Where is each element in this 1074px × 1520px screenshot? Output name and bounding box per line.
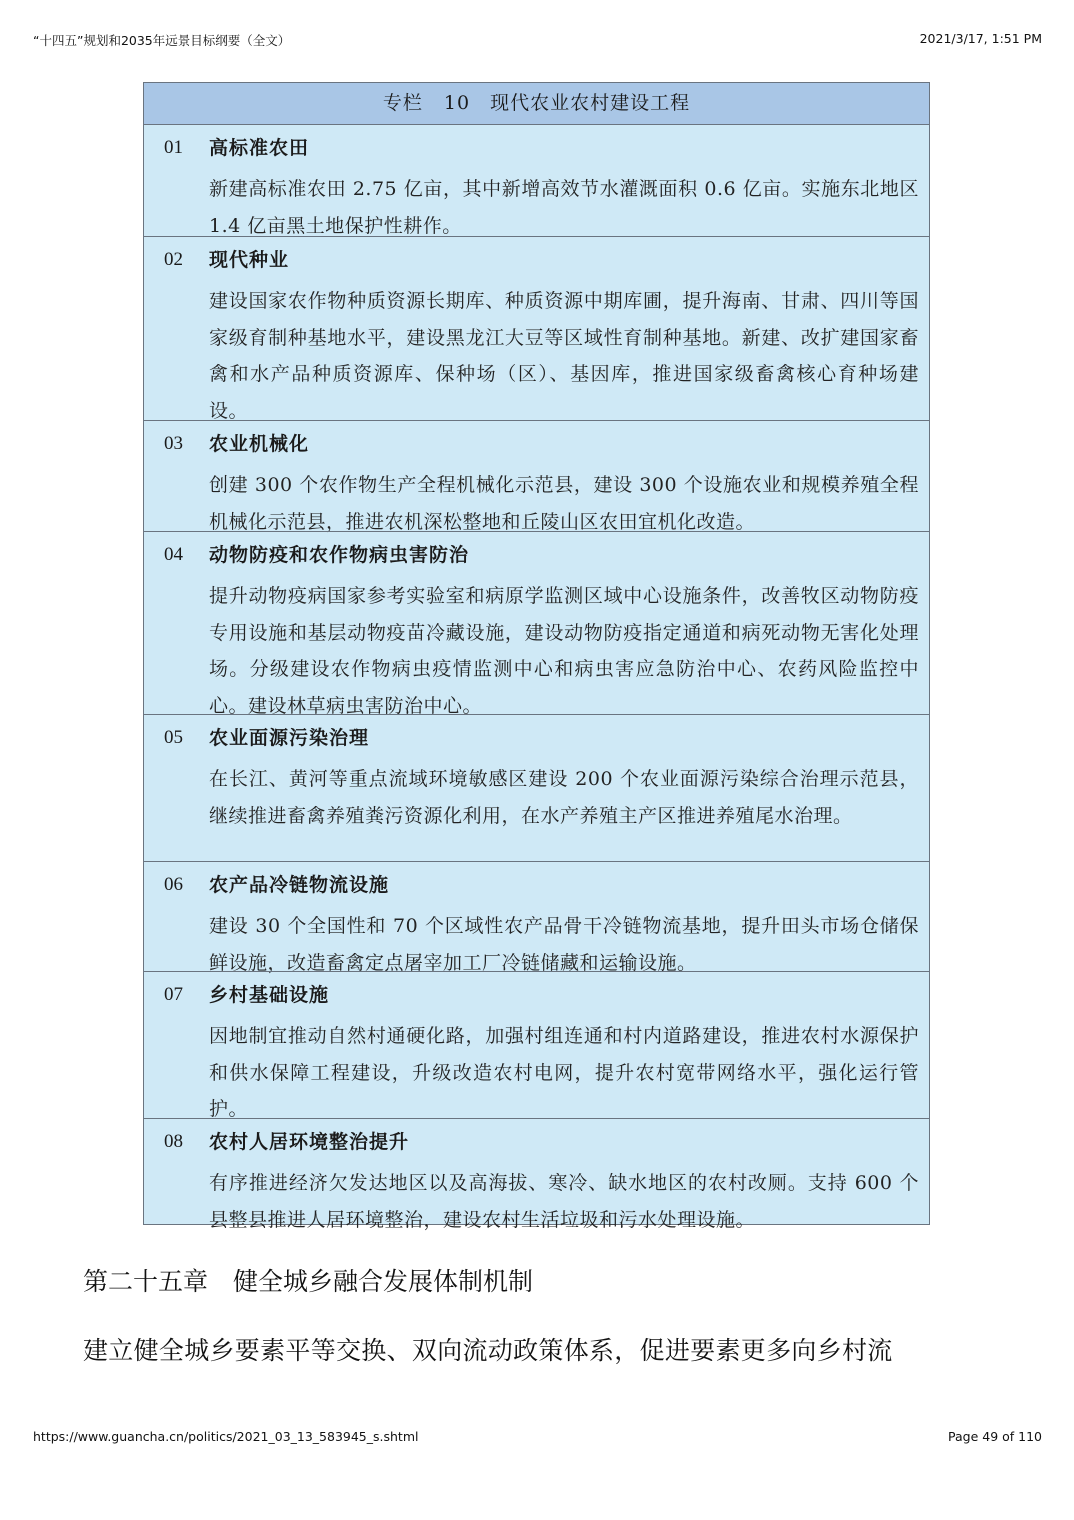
section-title: 高标准农田 (209, 137, 310, 159)
section-number: 05 (164, 727, 183, 748)
section-number: 01 (164, 137, 183, 158)
section-title: 农产品冷链物流设施 (209, 874, 390, 896)
section-body: 新建高标准农田 2.75 亿亩，其中新增高效节水灌溉面积 0.6 亿亩。实施东北地区 1.4 亿亩黑土地保护性耕作。 (209, 178, 919, 237)
section-body: 在长江、黄河等重点流域环境敏感区建设 200 个农业面源污染综合治理示范县，继续推进畜禽养殖粪污资源化利用，在水产养殖主产区推进养殖尾水治理。 (209, 768, 919, 827)
section-title: 农村人居环境整治提升 (209, 1131, 410, 1153)
print-footer (33, 1429, 1042, 1447)
column-section-03 (144, 420, 929, 531)
section-body: 提升动物疫病国家参考实验室和病原学监测区域中心设施条件，改善牧区动物防疫专用设施和基层动物疫苗冷藏设施，建设动物防疫指定通道和病死动物无害化处理场。分级建设农作物病虫疫情监测中心和病虫害应急防治中心、农药风险监控中心。建设林草病虫害防治中心。 (209, 585, 919, 717)
section-number: 04 (164, 544, 183, 565)
section-title: 动物防疫和农作物病虫害防治 (209, 544, 470, 566)
chapter-heading: 第二十五章 健全城乡融合发展体制机制 (83, 1267, 534, 1296)
section-body: 建设国家农作物种质资源长期库、种质资源中期库圃，提升海南、甘肃、四川等国家级育制种基地水平，建设黑龙江大豆等区域性育制种基地。新建、改扩建国家畜禽和水产品种质资源库、保种场（区）、基因库，推进国家级畜禽核心育种场建设。 (209, 290, 919, 422)
page-number: Page 49 of 110 (948, 1429, 1042, 1444)
section-number: 02 (164, 249, 183, 270)
page-url: https://www.guancha.cn/politics/2021_03_13_583945_s.shtml (33, 1429, 419, 1444)
section-number: 03 (164, 433, 183, 454)
section-title: 现代种业 (209, 249, 290, 271)
column-section-01 (144, 125, 929, 236)
section-body: 建设 30 个全国性和 70 个区域性农产品骨干冷链物流基地，提升田头市场仓储保鲜设施，改造畜禽定点屠宰加工厂冷链储藏和运输设施。 (209, 915, 919, 974)
body-paragraph: 建立健全城乡要素平等交换、双向流动政策体系，促进要素更多向乡村流 (83, 1336, 893, 1365)
column-box (143, 82, 930, 1231)
section-title: 农业面源污染治理 (209, 727, 370, 749)
section-number: 08 (164, 1131, 183, 1152)
column-section-02 (144, 236, 929, 420)
column-section-05 (144, 714, 929, 861)
section-number: 06 (164, 874, 183, 895)
column-section-04 (144, 531, 929, 717)
section-body: 因地制宜推动自然村通硬化路，加强村组连通和村内道路建设，推进农村水源保护和供水保障工程建设，升级改造农村电网，提升农村宽带网络水平，强化运行管护。 (209, 1025, 919, 1120)
section-body: 创建 300 个农作物生产全程机械化示范县，建设 300 个设施农业和规模养殖全程机械化示范县，推进农机深松整地和丘陵山区农田宜机化改造。 (209, 474, 919, 533)
print-datetime: 2021/3/17, 1:51 PM (919, 31, 1042, 46)
column-section-08 (144, 1118, 929, 1231)
section-number: 07 (164, 984, 183, 1005)
column-title: 专栏 10 现代农业农村建设工程 (144, 83, 929, 125)
column-section-07 (144, 971, 929, 1118)
print-header (33, 31, 1042, 49)
section-title: 农业机械化 (209, 433, 310, 455)
section-title: 乡村基础设施 (209, 984, 330, 1006)
column-section-06 (144, 861, 929, 974)
document-title: “十四五”规划和2035年远景目标纲要（全文） (33, 33, 291, 48)
section-body: 有序推进经济欠发达地区以及高海拔、寒冷、缺水地区的农村改厕。支持 600 个县整县推进人居环境整治，建设农村生活垃圾和污水处理设施。 (209, 1172, 919, 1231)
